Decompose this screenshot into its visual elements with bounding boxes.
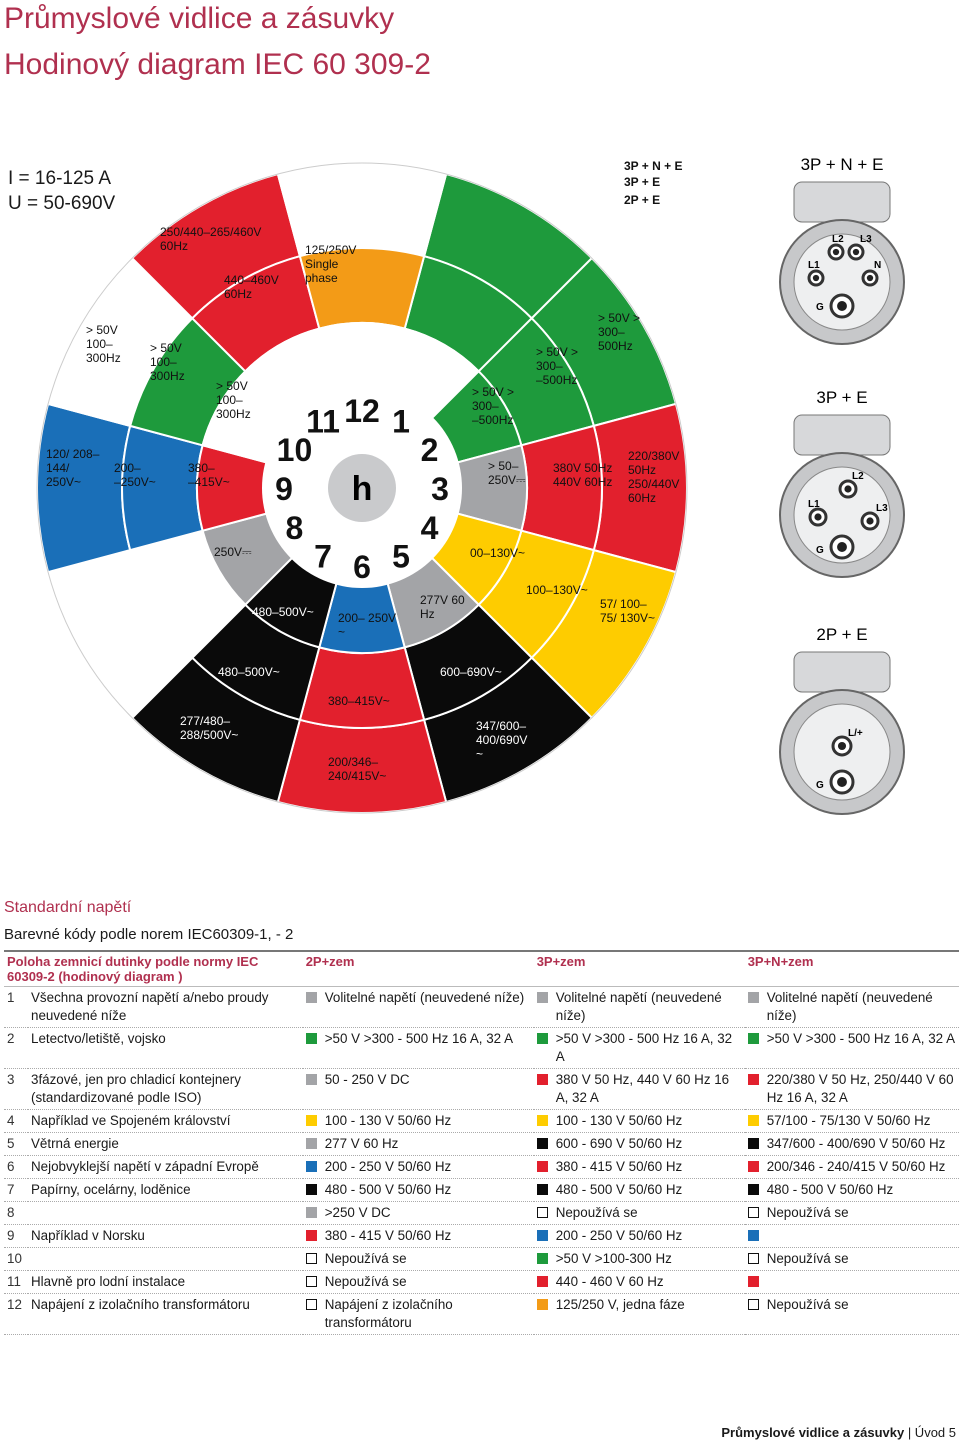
socket-pin-hole bbox=[867, 275, 873, 281]
clock-number-6: 6 bbox=[353, 549, 371, 585]
voltage-value: 347/600 - 400/690 V 50/60 Hz bbox=[766, 1136, 946, 1151]
socket-pin-label: L1 bbox=[808, 499, 820, 510]
color-swatch-grey bbox=[306, 992, 317, 1003]
table-row bbox=[4, 1179, 959, 1202]
voltage-cell bbox=[303, 1069, 534, 1110]
table-row bbox=[4, 1133, 959, 1156]
voltage-cell bbox=[534, 1069, 745, 1110]
clock-number-1: 1 bbox=[392, 403, 410, 440]
voltage-value: 380 - 415 V 50/60 Hz bbox=[324, 1228, 452, 1243]
voltage-value: 57/100 - 75/130 V 50/60 Hz bbox=[766, 1113, 931, 1128]
voltage-value: >50 V >100-300 Hz bbox=[555, 1251, 672, 1266]
socket-title-3: 2P + E bbox=[816, 625, 868, 644]
color-swatch-red bbox=[748, 1276, 759, 1287]
row-number: 3 bbox=[4, 1069, 28, 1110]
voltage-cell bbox=[534, 1133, 745, 1156]
clock-number-3: 3 bbox=[431, 471, 449, 507]
voltage-cell bbox=[745, 1271, 959, 1294]
row-description: 3fázové, jen pro chladicí kontejnery (standardizované podle ISO) bbox=[28, 1069, 303, 1110]
sector-label-3: 120/ 208– 144/ 250V~ bbox=[46, 447, 100, 489]
voltage-value: Nepoužívá se bbox=[766, 1297, 849, 1312]
clock-diagram bbox=[0, 150, 960, 850]
socket-pin-hole bbox=[814, 513, 821, 520]
clock-number-5: 5 bbox=[392, 538, 410, 575]
clock-number-7: 7 bbox=[314, 538, 332, 575]
row-description: Například ve Spojeném království bbox=[28, 1110, 303, 1133]
sector-label-2: > 50V 100– 300Hz bbox=[86, 323, 121, 365]
color-swatch-blue bbox=[748, 1230, 759, 1241]
row-number: 6 bbox=[4, 1156, 28, 1179]
voltage-cell bbox=[303, 1110, 534, 1133]
color-swatch-black bbox=[748, 1138, 759, 1149]
voltage-rating: U = 50-690V bbox=[8, 193, 116, 214]
color-swatch-red bbox=[537, 1276, 548, 1287]
voltage-value: 100 - 130 V 50/60 Hz bbox=[324, 1113, 452, 1128]
header-3pn: 3P+N+zem bbox=[745, 951, 959, 987]
current-rating: I = 16-125 A bbox=[8, 168, 111, 189]
sector-label-17: 380V 50Hz 440V 60Hz bbox=[553, 461, 613, 489]
table-row bbox=[4, 1110, 959, 1133]
sector-label-28: 600–690V~ bbox=[440, 665, 502, 679]
socket-pin-hole bbox=[837, 777, 847, 787]
row-number: 9 bbox=[4, 1225, 28, 1248]
color-swatch-red bbox=[306, 1230, 317, 1241]
voltage-table bbox=[4, 950, 959, 1335]
socket-pin-hole bbox=[838, 742, 846, 750]
socket-latch bbox=[794, 415, 890, 455]
sector-label-29: 380–415V~ bbox=[328, 694, 390, 708]
voltage-value: 200/346 - 240/415 V 50/60 Hz bbox=[766, 1159, 946, 1174]
color-swatch-black bbox=[537, 1138, 548, 1149]
outer-sector-12 bbox=[278, 163, 446, 256]
socket-latch bbox=[794, 652, 890, 692]
voltage-value: Nepoužívá se bbox=[324, 1274, 407, 1289]
sector-label-15: > 50V > 300– –500Hz bbox=[472, 385, 515, 427]
socket-title-1: 3P + N + E bbox=[800, 155, 884, 174]
clock-number-2: 2 bbox=[420, 432, 439, 468]
voltage-value: Nepoužívá se bbox=[324, 1251, 407, 1266]
sector-label-13: > 50V > 300– 500Hz bbox=[598, 311, 641, 353]
footer-page: | Úvod 5 bbox=[904, 1425, 956, 1440]
color-swatch-grey bbox=[748, 992, 759, 1003]
voltage-cell bbox=[303, 1133, 534, 1156]
voltage-value: >50 V >300 - 500 Hz 16 A, 32 A bbox=[766, 1031, 956, 1046]
color-swatch-black bbox=[748, 1184, 759, 1195]
sector-label-30: 277/480– 288/500V~ bbox=[180, 714, 239, 742]
clock-center-label: h bbox=[351, 470, 373, 508]
voltage-cell bbox=[745, 1069, 959, 1110]
color-swatch-white bbox=[537, 1207, 548, 1218]
sector-label-32: 200/346– 240/415V~ bbox=[328, 755, 387, 783]
page-title: Průmyslové vidlice a zásuvky bbox=[4, 2, 395, 35]
sector-label-18: 220/380V 50Hz 250/440V 60Hz bbox=[628, 449, 680, 505]
socket-pin-label: L2 bbox=[832, 234, 844, 245]
clock-number-8: 8 bbox=[285, 510, 304, 546]
sector-label-20: 1000V bbox=[154, 577, 189, 591]
voltage-cell bbox=[534, 1225, 745, 1248]
voltage-value: 100 - 130 V 50/60 Hz bbox=[555, 1113, 683, 1128]
standard-voltage-title: Standardní napětí bbox=[4, 899, 132, 916]
color-swatch-green bbox=[748, 1033, 759, 1044]
color-swatch-white bbox=[748, 1207, 759, 1218]
row-description: Hlavně pro lodní instalace bbox=[28, 1271, 303, 1294]
table-row bbox=[4, 987, 959, 1028]
row-number: 7 bbox=[4, 1179, 28, 1202]
color-swatch-black bbox=[306, 1184, 317, 1195]
color-swatch-white bbox=[306, 1276, 317, 1287]
row-description bbox=[28, 1248, 303, 1271]
socket-pin-hole bbox=[813, 275, 819, 281]
row-number: 4 bbox=[4, 1110, 28, 1133]
voltage-cell bbox=[303, 1156, 534, 1179]
color-swatch-grey bbox=[306, 1207, 317, 1218]
socket-pin-hole bbox=[833, 249, 839, 255]
socket-pin-label: G bbox=[816, 302, 824, 313]
socket-pin-label: L1 bbox=[808, 260, 820, 271]
socket-pin-hole bbox=[837, 542, 847, 552]
sector-label-11: 3P + E bbox=[624, 175, 661, 189]
voltage-value: >50 V >300 - 500 Hz 16 A, 32 A bbox=[324, 1031, 514, 1046]
voltage-value: 440 - 460 V 60 Hz bbox=[555, 1274, 664, 1289]
voltage-cell bbox=[534, 1202, 745, 1225]
voltage-cell bbox=[745, 1248, 959, 1271]
sockets bbox=[780, 155, 904, 814]
voltage-cell bbox=[303, 987, 534, 1028]
voltage-cell bbox=[745, 1225, 959, 1248]
row-description: Všechna provozní napětí a/nebo proudy neuvedené níže bbox=[28, 987, 303, 1028]
middle-sector-6 bbox=[300, 647, 424, 728]
color-swatch-green bbox=[537, 1253, 548, 1264]
color-swatch-grey bbox=[306, 1138, 317, 1149]
color-swatch-yellow bbox=[306, 1115, 317, 1126]
voltage-value: 480 - 500 V 50/60 Hz bbox=[324, 1182, 452, 1197]
voltage-cell bbox=[303, 1225, 534, 1248]
voltage-cell bbox=[745, 1294, 959, 1335]
voltage-cell bbox=[303, 1271, 534, 1294]
header-3p: 3P+zem bbox=[534, 951, 745, 987]
voltage-value: 380 - 415 V 50/60 Hz bbox=[555, 1159, 683, 1174]
table-row bbox=[4, 1271, 959, 1294]
sector-label-16: > 50– 250V⎓ bbox=[488, 459, 526, 487]
sector-label-6: > 50V 100– 300Hz bbox=[216, 379, 251, 421]
row-description: Papírny, ocelárny, loděnice bbox=[28, 1179, 303, 1202]
socket-pin-label: G bbox=[816, 780, 824, 791]
color-swatch-black bbox=[537, 1184, 548, 1195]
clock-number-11: 11 bbox=[306, 403, 340, 440]
voltage-cell bbox=[745, 1133, 959, 1156]
voltage-cell bbox=[534, 1028, 745, 1069]
sector-label-21: 00–130V~ bbox=[470, 546, 526, 560]
socket-pin-label: N bbox=[874, 260, 882, 271]
voltage-cell bbox=[303, 1294, 534, 1335]
table-row bbox=[4, 1156, 959, 1179]
color-swatch-blue bbox=[306, 1161, 317, 1172]
table-row bbox=[4, 1202, 959, 1225]
voltage-cell bbox=[534, 1294, 745, 1335]
color-swatch-blue bbox=[537, 1230, 548, 1241]
row-description: Letectvo/letiště, vojsko bbox=[28, 1028, 303, 1069]
socket-pin-hole bbox=[853, 249, 859, 255]
sector-label-4: > 50V 100– 300Hz bbox=[150, 341, 185, 383]
sector-label-31: 347/600– 400/690V ~ bbox=[476, 719, 528, 761]
socket-pin-label: G bbox=[816, 545, 824, 556]
socket-pin-hole bbox=[837, 301, 847, 311]
sector-label-1: 250/440–265/460V 60Hz bbox=[160, 225, 262, 253]
sector-label-24: 480–500V~ bbox=[252, 605, 314, 619]
voltage-value: 200 - 250 V 50/60 Hz bbox=[555, 1228, 683, 1243]
voltage-value: 480 - 500 V 50/60 Hz bbox=[766, 1182, 894, 1197]
row-number: 12 bbox=[4, 1294, 28, 1335]
voltage-cell bbox=[745, 987, 959, 1028]
color-swatch-white bbox=[306, 1299, 317, 1310]
voltage-cell bbox=[745, 1028, 959, 1069]
color-swatch-red bbox=[748, 1161, 759, 1172]
color-swatch-grey bbox=[537, 992, 548, 1003]
voltage-value: 600 - 690 V 50/60 Hz bbox=[555, 1136, 683, 1151]
row-description: Nejobvyklejší napětí v západní Evropě bbox=[28, 1156, 303, 1179]
color-swatch-green bbox=[306, 1033, 317, 1044]
socket-title-2: 3P + E bbox=[816, 388, 868, 407]
table-row bbox=[4, 1028, 959, 1069]
socket-pin-label: L2 bbox=[852, 471, 864, 482]
page-footer bbox=[721, 1425, 956, 1440]
footer-title: Průmyslové vidlice a zásuvky bbox=[721, 1425, 905, 1440]
voltage-cell bbox=[534, 1179, 745, 1202]
voltage-value: Volitelné napětí (neuvedené níže) bbox=[555, 990, 722, 1023]
row-number: 2 bbox=[4, 1028, 28, 1069]
voltage-value: >250 V DC bbox=[324, 1205, 391, 1220]
voltage-value: 125/250 V, jedna fáze bbox=[555, 1297, 685, 1312]
voltage-value: Napájení z izolačního transformátoru bbox=[324, 1297, 453, 1330]
voltage-cell bbox=[534, 1271, 745, 1294]
socket-pin-label: L3 bbox=[876, 503, 888, 514]
header-2p: 2P+zem bbox=[303, 951, 534, 987]
sector-label-27: 480–500V~ bbox=[218, 665, 280, 679]
table-row bbox=[4, 1069, 959, 1110]
row-description bbox=[28, 1202, 303, 1225]
sector-label-26: 277V 60 Hz bbox=[420, 593, 465, 621]
voltage-value: Volitelné napětí (neuvedené níže) bbox=[766, 990, 933, 1023]
table-header-row bbox=[4, 951, 959, 987]
row-number: 5 bbox=[4, 1133, 28, 1156]
voltage-cell bbox=[303, 1179, 534, 1202]
socket-pin-label: L3 bbox=[860, 234, 872, 245]
header-position: Poloha zemnicí dutinky podle normy IEC 60309-2 (hodinový diagram ) bbox=[4, 951, 303, 987]
color-swatch-white bbox=[748, 1299, 759, 1310]
color-swatch-white bbox=[748, 1253, 759, 1264]
sector-label-5: 440–460V 60Hz bbox=[224, 273, 279, 301]
socket-latch bbox=[794, 182, 890, 222]
sector-label-19: 250V⎓ bbox=[214, 545, 252, 559]
voltage-value: 220/380 V 50 Hz, 250/440 V 60 Hz 16 A, 32 A bbox=[766, 1072, 954, 1105]
row-description: Větrná energie bbox=[28, 1133, 303, 1156]
sector-label-25: 200– 250V ~ bbox=[338, 611, 397, 639]
color-swatch-yellow bbox=[537, 1115, 548, 1126]
color-code-subtitle: Barevné kódy podle norem IEC60309-1, - 2 bbox=[4, 926, 294, 943]
sector-label-9: 125/250V Single phase bbox=[305, 243, 357, 285]
clock-number-10: 10 bbox=[276, 432, 313, 468]
voltage-value: 50 - 250 V DC bbox=[324, 1072, 410, 1087]
sector-label-7: 200– –250V~ bbox=[114, 461, 156, 489]
socket-pin-hole bbox=[866, 517, 873, 524]
voltage-value: Nepoužívá se bbox=[766, 1251, 849, 1266]
voltage-value: >50 V >300 - 500 Hz 16 A, 32 A bbox=[555, 1031, 733, 1064]
table-row bbox=[4, 1248, 959, 1271]
color-swatch-red bbox=[537, 1074, 548, 1085]
color-swatch-green bbox=[537, 1033, 548, 1044]
voltage-cell bbox=[745, 1179, 959, 1202]
voltage-cell bbox=[303, 1028, 534, 1069]
sector-label-10: 3P + N + E bbox=[624, 159, 683, 173]
sector-label-12: 2P + E bbox=[624, 193, 661, 207]
voltage-cell bbox=[534, 987, 745, 1028]
row-number: 1 bbox=[4, 987, 28, 1028]
clock-number-4: 4 bbox=[420, 510, 439, 546]
color-swatch-red bbox=[537, 1161, 548, 1172]
table-row bbox=[4, 1225, 959, 1248]
voltage-value: Volitelné napětí (neuvedené níže) bbox=[324, 990, 525, 1005]
clock-number-12: 12 bbox=[344, 393, 380, 429]
voltage-cell bbox=[745, 1156, 959, 1179]
socket-pin-hole bbox=[844, 485, 851, 492]
color-swatch-grey bbox=[306, 1074, 317, 1085]
row-number: 10 bbox=[4, 1248, 28, 1271]
clock-face bbox=[262, 388, 462, 588]
socket-pin-label: L/+ bbox=[848, 728, 863, 739]
voltage-cell bbox=[303, 1202, 534, 1225]
color-swatch-yellow bbox=[748, 1115, 759, 1126]
color-swatch-orange bbox=[537, 1299, 548, 1310]
voltage-value: 277 V 60 Hz bbox=[324, 1136, 399, 1151]
sector-label-8: 380– –415V~ bbox=[188, 461, 230, 489]
color-swatch-white bbox=[306, 1253, 317, 1264]
clock-number-9: 9 bbox=[275, 471, 293, 507]
sector-label-14: > 50V > 300– –500Hz bbox=[536, 345, 579, 387]
row-number: 11 bbox=[4, 1271, 28, 1294]
row-description: Napájení z izolačního transformátoru bbox=[28, 1294, 303, 1335]
voltage-cell bbox=[534, 1156, 745, 1179]
voltage-value: Nepoužívá se bbox=[766, 1205, 849, 1220]
voltage-cell bbox=[745, 1202, 959, 1225]
voltage-cell bbox=[534, 1248, 745, 1271]
color-swatch-red bbox=[748, 1074, 759, 1085]
table-row bbox=[4, 1294, 959, 1335]
voltage-value: 200 - 250 V 50/60 Hz bbox=[324, 1159, 452, 1174]
voltage-cell bbox=[745, 1110, 959, 1133]
voltage-value: 480 - 500 V 50/60 Hz bbox=[555, 1182, 683, 1197]
row-description: Například v Norsku bbox=[28, 1225, 303, 1248]
sector-label-23: 57/ 100– 75/ 130V~ bbox=[600, 597, 656, 625]
voltage-cell bbox=[303, 1248, 534, 1271]
voltage-value: Nepoužívá se bbox=[555, 1205, 638, 1220]
page-subtitle: Hodinový diagram IEC 60 309-2 bbox=[4, 48, 431, 81]
sector-label-22: 100–130V~ bbox=[526, 583, 588, 597]
row-number: 8 bbox=[4, 1202, 28, 1225]
voltage-value: 380 V 50 Hz, 440 V 60 Hz 16 A, 32 A bbox=[555, 1072, 730, 1105]
voltage-cell bbox=[534, 1110, 745, 1133]
